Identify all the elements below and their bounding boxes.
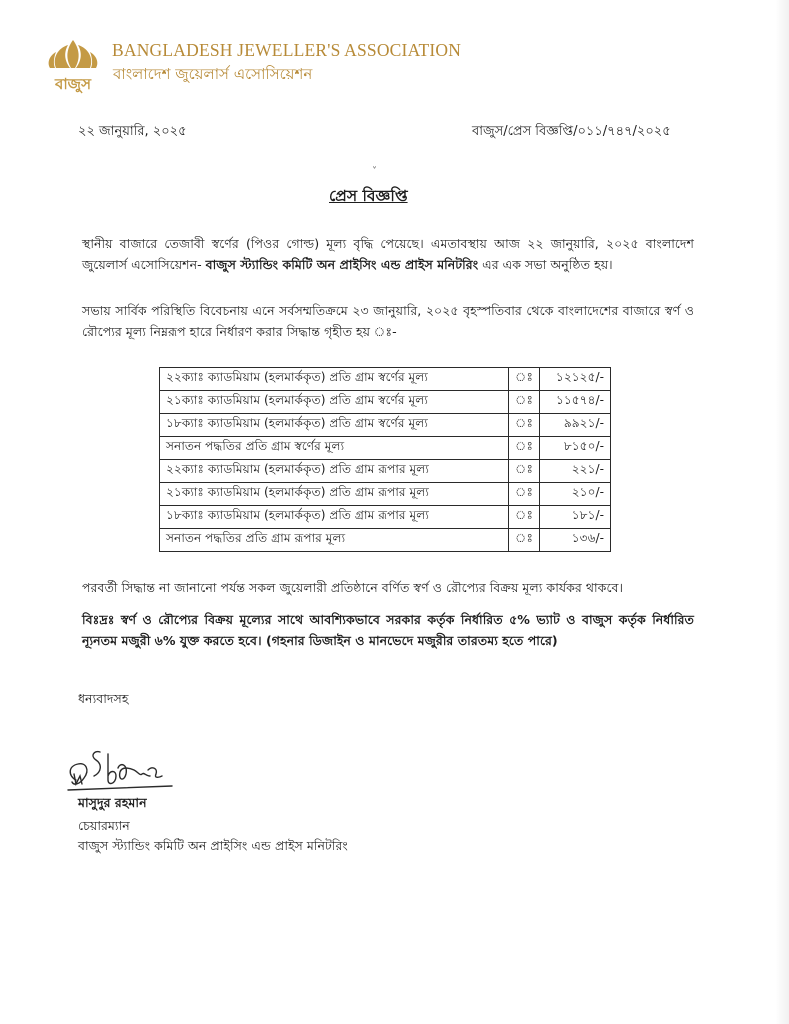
org-name-bengali: বাংলাদেশ জুয়েলার্স এসোসিয়েশন — [113, 65, 313, 83]
rate-separator: ঃ — [509, 529, 540, 552]
table-row — [160, 368, 611, 391]
table-row — [160, 391, 611, 414]
rate-price: ১৮১/- — [540, 506, 611, 529]
rate-separator: ঃ — [509, 460, 540, 483]
committee-name-bold: বাজুস স্ট্যান্ডিং কমিটি অন প্রাইসিং এন্ড প্রাইস মনিটরিং — [205, 257, 479, 272]
signatory-designation: চেয়ারম্যান — [78, 818, 130, 833]
table-row — [160, 460, 611, 483]
closing-text: ধন্যবাদসহ — [78, 691, 129, 706]
decision-paragraph: সভায় সার্বিক পরিস্থিতি বিবেচনায় এনে সর্বসম্মতিক্রমে ২৩ জানুয়ারি, ২০২৫ বৃহস্পতিবার থেকে বাংলাদেশের বাজারে স্বর্ণ ও রৌপ্যের মূল্য নিম্নরূপ হারে নির্ধারণ করার সিদ্ধান্ত গৃহীত হয় ঃ- — [82, 303, 694, 339]
note-paragraph: বিঃদ্রঃ স্বর্ণ ও রৌপ্যের বিক্রয় মূল্যের সাথে আবশ্যিকভাবে সরকার কর্তৃক নির্ধারিত ৫% ভ্যাট ও বাজুস কর্তৃক নির্ধারিত ন্যূনতম মজুরী ৬% যুক্ত করতে হবে। (গহনার ডিজাইন ও মানভেদে মজুরীর তারতম্য হতে পারে) — [82, 612, 694, 648]
rate-price: ২২১/- — [540, 460, 611, 483]
rate-price: ১১৫৭৪/- — [540, 391, 611, 414]
rate-item: ২১ক্যাঃ ক্যাডমিয়াম (হলমার্ককৃত) প্রতি গ্রাম স্বর্ণের মূল্য — [160, 391, 509, 414]
rate-item: ১৮ক্যাঃ ক্যাডমিয়াম (হলমার্ককৃত) প্রতি গ্রাম রূপার মূল্য — [160, 506, 509, 529]
table-row — [160, 437, 611, 460]
signatory-name: মাসুদুর রহমান — [78, 795, 147, 810]
rate-separator: ঃ — [509, 483, 540, 506]
rate-item: ২১ক্যাঃ ক্যাডমিয়াম (হলমার্ককৃত) প্রতি গ্রাম রূপার মূল্য — [160, 483, 509, 506]
issue-date: ২২ জানুয়ারি, ২০২৫ — [78, 124, 187, 139]
tick-mark: ˅ — [372, 166, 377, 177]
rate-item: ১৮ক্যাঃ ক্যাডমিয়াম (হলমার্ককৃত) প্রতি গ্রাম স্বর্ণের মূল্য — [160, 414, 509, 437]
rate-separator: ঃ — [509, 391, 540, 414]
signature-icon — [64, 746, 176, 794]
page-title: প্রেস বিজ্ঞপ্তি — [329, 187, 408, 205]
intro-text-2: এর এক সভা অনুষ্ঠিত হয়। — [478, 257, 613, 272]
price-table — [159, 367, 611, 552]
rate-separator: ঃ — [509, 506, 540, 529]
rate-separator: ঃ — [509, 368, 540, 391]
rate-separator: ঃ — [509, 414, 540, 437]
org-name-english: BANGLADESH JEWELLER'S ASSOCIATION — [112, 40, 462, 60]
table-row — [160, 506, 611, 529]
rate-price: ১২১২৫/- — [540, 368, 611, 391]
validity-paragraph: পরবর্তী সিদ্ধান্ত না জানানো পর্যন্ত সকল জুয়েলারী প্রতিষ্ঠানে বর্ণিত স্বর্ণ ও রৌপ্যের বিক্রয় মূল্য কার্যকর থাকবে। — [82, 580, 624, 595]
committee-name: বাজুস স্ট্যান্ডিং কমিটি অন প্রাইসিং এন্ড প্রাইস মনিটরিং — [78, 838, 348, 853]
intro-paragraph — [82, 233, 694, 275]
table-row — [160, 414, 611, 437]
rate-price: ১৩৬/- — [540, 529, 611, 552]
bajus-logo-icon — [46, 38, 100, 94]
rate-item: সনাতন পদ্ধতির প্রতি গ্রাম স্বর্ণের মূল্য — [160, 437, 509, 460]
reference-number: বাজুস/প্রেস বিজ্ঞপ্তি/০১১/৭৪৭/২০২৫ — [472, 124, 671, 139]
table-row — [160, 483, 611, 506]
rate-price: ৮১৫০/- — [540, 437, 611, 460]
rate-item: ২২ক্যাঃ ক্যাডমিয়াম (হলমার্ককৃত) প্রতি গ্রাম রূপার মূল্য — [160, 460, 509, 483]
rate-item: ২২ক্যাঃ ক্যাডমিয়াম (হলমার্ককৃত) প্রতি গ্রাম স্বর্ণের মূল্য — [160, 368, 509, 391]
logo-label: বাজুস — [54, 75, 92, 93]
rate-item: সনাতন পদ্ধতির প্রতি গ্রাম রূপার মূল্য — [160, 529, 509, 552]
page-edge-shadow — [775, 0, 789, 1024]
table-row — [160, 529, 611, 552]
rate-price: ২১০/- — [540, 483, 611, 506]
intro-text-1: স্থানীয় বাজারে তেজাবী স্বর্ণের (পিওর গোল্ড) মূল্য বৃদ্ধি পেয়েছে। এমতাবস্থায় আজ ২২ জানুয়ারি, ২০২৫ বাংলাদেশ জুয়েলার্স এসোসিয়েশন- — [82, 236, 694, 272]
rate-separator: ঃ — [509, 437, 540, 460]
rate-price: ৯৯২১/- — [540, 414, 611, 437]
